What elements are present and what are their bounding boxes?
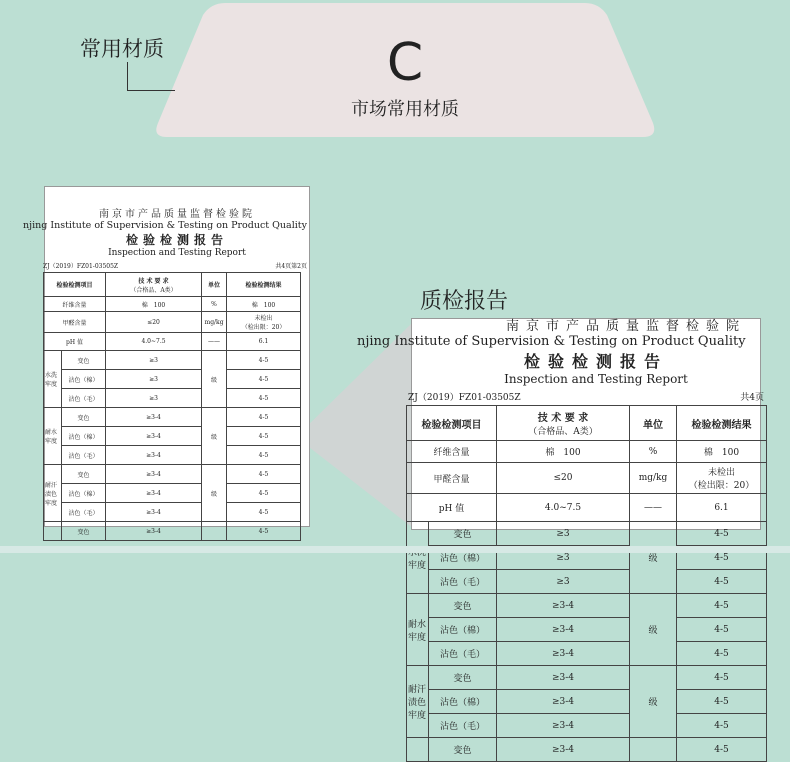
- table-row: 纤维含量 棉 100 % 棉 100: [407, 441, 767, 463]
- table-row: [407, 642, 767, 666]
- material-banner: [155, 3, 655, 138]
- cell-req: ≥3-4: [106, 427, 202, 446]
- cell-unit: 级: [630, 594, 677, 666]
- header-item: 检验检测项目: [407, 406, 497, 441]
- market-material-label: 市场常用材质: [351, 99, 459, 120]
- cell-result: 4-5: [677, 594, 767, 618]
- fastness-groups: [44, 351, 301, 541]
- cell-req: ≥3-4: [497, 690, 630, 714]
- group-label: [44, 522, 62, 541]
- cell-result: 4-5: [677, 642, 767, 666]
- common-material-label: 常用材质: [80, 37, 164, 61]
- institute-cn: 南京市产品质量监督检验院: [99, 209, 255, 220]
- header-item: 检验检测项目: [44, 273, 106, 297]
- table-row: pH 值 4.0~7.5 —— 6.1: [44, 333, 301, 351]
- page-info: 共4页第2页: [275, 263, 307, 270]
- cell-result: 4-5: [227, 522, 301, 541]
- cell-req: ≥3: [106, 389, 202, 408]
- header-result: 检验检测结果: [227, 273, 301, 297]
- cell-unit: 级: [202, 351, 227, 408]
- cell-req: ≥3-4: [497, 738, 630, 762]
- cell-name: 沾色（棉）: [62, 484, 106, 503]
- cell-unit: [202, 522, 227, 541]
- cell-name: 沾色（毛）: [429, 714, 497, 738]
- report-meta: [408, 390, 764, 403]
- report-title-cn: 检验检测报告: [523, 352, 668, 371]
- cell-name: 沾色（棉）: [429, 546, 497, 570]
- report-table: [43, 272, 301, 541]
- table-header-row: [407, 406, 767, 441]
- connector-line: [127, 90, 175, 91]
- cell-req: ≥3-4: [497, 666, 630, 690]
- cell-result: 4-5: [677, 522, 767, 546]
- connector-line: [127, 62, 128, 90]
- group-label: 水洗 牢度: [44, 351, 62, 408]
- cell-req: ≥3-4: [497, 642, 630, 666]
- cell-req: ≥3-4: [497, 714, 630, 738]
- table-row: [407, 690, 767, 714]
- cell-req: ≥3-4: [106, 465, 202, 484]
- cell-name: 沾色（棉）: [429, 690, 497, 714]
- report-title-en: Inspection and Testing Report: [504, 372, 688, 386]
- cell-name: 沾色（毛）: [429, 642, 497, 666]
- group-label: [407, 738, 429, 762]
- report-label: 质检报告: [420, 289, 509, 314]
- cell-name: 变色: [429, 666, 497, 690]
- table-row: [44, 351, 301, 370]
- table-header-row: [44, 273, 301, 297]
- cell-name: 沾色（棉）: [62, 370, 106, 389]
- cell-req: ≥3-4: [106, 522, 202, 541]
- cell-req: ≥3: [106, 351, 202, 370]
- table-row: [44, 389, 301, 408]
- cell-unit: 级: [630, 666, 677, 738]
- report-number: ZJ（2019）FZ01-03505Z: [43, 263, 119, 270]
- cell-name: 沾色（毛）: [429, 570, 497, 594]
- table-row: 甲醛含量 ≤20 mg/kg 未检出 （检出限：20）: [407, 463, 767, 494]
- header-req: 技 术 要 求 （合格品、A类）: [497, 406, 630, 441]
- cell-req: ≥3-4: [106, 484, 202, 503]
- cell-name: 沾色（毛）: [62, 446, 106, 465]
- cell-req: ≥3-4: [106, 446, 202, 465]
- report-document-small: [23, 186, 310, 536]
- table-row: 甲醛含量 ≤20 mg/kg 未检出 （检出限：20）: [44, 312, 301, 333]
- cell-name: 变色: [62, 408, 106, 427]
- cell-req: ≥3: [106, 370, 202, 389]
- cell-req: ≥3: [497, 522, 630, 546]
- cell-unit: 级: [202, 465, 227, 522]
- cell-name: 变色: [62, 522, 106, 541]
- cell-req: ≥3-4: [106, 503, 202, 522]
- table-row: 纤维含量 棉 100 % 棉 100: [44, 297, 301, 312]
- table-row: [44, 408, 301, 427]
- table-row: [407, 522, 767, 546]
- cell-name: 变色: [62, 351, 106, 370]
- cell-result: 4-5: [227, 370, 301, 389]
- table-row: [44, 503, 301, 522]
- institute-cn: 南京市产品质量监督检验院: [505, 319, 746, 334]
- table-row: [44, 484, 301, 503]
- cell-unit: 级: [630, 522, 677, 594]
- report-document-zoomed: [357, 318, 764, 756]
- cell-result: 4-5: [677, 546, 767, 570]
- cell-name: 沾色（棉）: [62, 427, 106, 446]
- report-title-cn: 检验检测报告: [125, 233, 228, 247]
- group-label: 耐汗 渍色 牢度: [44, 465, 62, 522]
- table-row: [44, 446, 301, 465]
- cell-result: 4-5: [677, 738, 767, 762]
- cell-result: 4-5: [227, 351, 301, 370]
- cell-name: 变色: [429, 522, 497, 546]
- bottom-strip: [0, 546, 790, 553]
- cell-result: 4-5: [227, 503, 301, 522]
- cell-name: 变色: [429, 738, 497, 762]
- cell-name: 沾色（毛）: [62, 389, 106, 408]
- cell-result: 4-5: [227, 446, 301, 465]
- cell-req: ≥3: [497, 546, 630, 570]
- table-row: [407, 594, 767, 618]
- cell-unit: 级: [202, 408, 227, 465]
- cell-name: 沾色（毛）: [62, 503, 106, 522]
- cell-req: ≥3: [497, 570, 630, 594]
- report-title-en: Inspection and Testing Report: [108, 248, 246, 258]
- table-row: [44, 465, 301, 484]
- cell-name: 沾色（棉）: [429, 618, 497, 642]
- cell-name: 变色: [62, 465, 106, 484]
- cell-result: 4-5: [677, 666, 767, 690]
- cell-result: 4-5: [227, 465, 301, 484]
- cell-req: ≥3-4: [497, 618, 630, 642]
- table-row: [407, 666, 767, 690]
- material-letter: C: [386, 33, 424, 93]
- fastness-groups: [407, 522, 767, 762]
- header-req: 技 术 要 求 （合格品、A类）: [106, 273, 202, 297]
- cell-result: 4-5: [677, 618, 767, 642]
- page-info: 共4页: [740, 393, 764, 403]
- table-row: [407, 618, 767, 642]
- table-row: [44, 427, 301, 446]
- report-meta: [43, 261, 307, 270]
- cell-result: 4-5: [227, 408, 301, 427]
- institute-en: njing Institute of Supervision & Testing on Product Quality: [357, 334, 746, 349]
- group-label: 耐水 牢度: [407, 594, 429, 666]
- cell-result: 4-5: [227, 427, 301, 446]
- cell-req: ≥3-4: [106, 408, 202, 427]
- institute-en: njing Institute of Supervision & Testing on Product Quality: [23, 220, 307, 231]
- header-unit: 单位: [202, 273, 227, 297]
- table-row: pH 值 4.0~7.5 —— 6.1: [407, 494, 767, 522]
- table-row: [407, 570, 767, 594]
- group-label: 耐汗 渍色 牢度: [407, 666, 429, 738]
- cell-result: 4-5: [677, 690, 767, 714]
- table-row: [407, 738, 767, 762]
- cell-result: 4-5: [227, 389, 301, 408]
- cell-unit: [630, 738, 677, 762]
- header-unit: 单位: [630, 406, 677, 441]
- report-table: [406, 405, 767, 762]
- table-row: [44, 370, 301, 389]
- cell-result: 4-5: [677, 714, 767, 738]
- cell-result: 4-5: [227, 484, 301, 503]
- cell-result: 4-5: [677, 570, 767, 594]
- group-label: 牢度: [407, 522, 429, 594]
- table-row: [44, 522, 301, 541]
- cell-name: 变色: [429, 594, 497, 618]
- header-result: 检验检测结果: [677, 406, 767, 441]
- cell-req: ≥3-4: [497, 594, 630, 618]
- report-number: ZJ（2019）FZ01-03505Z: [408, 393, 521, 403]
- table-row: [407, 714, 767, 738]
- group-label: 耐水 牢度: [44, 408, 62, 465]
